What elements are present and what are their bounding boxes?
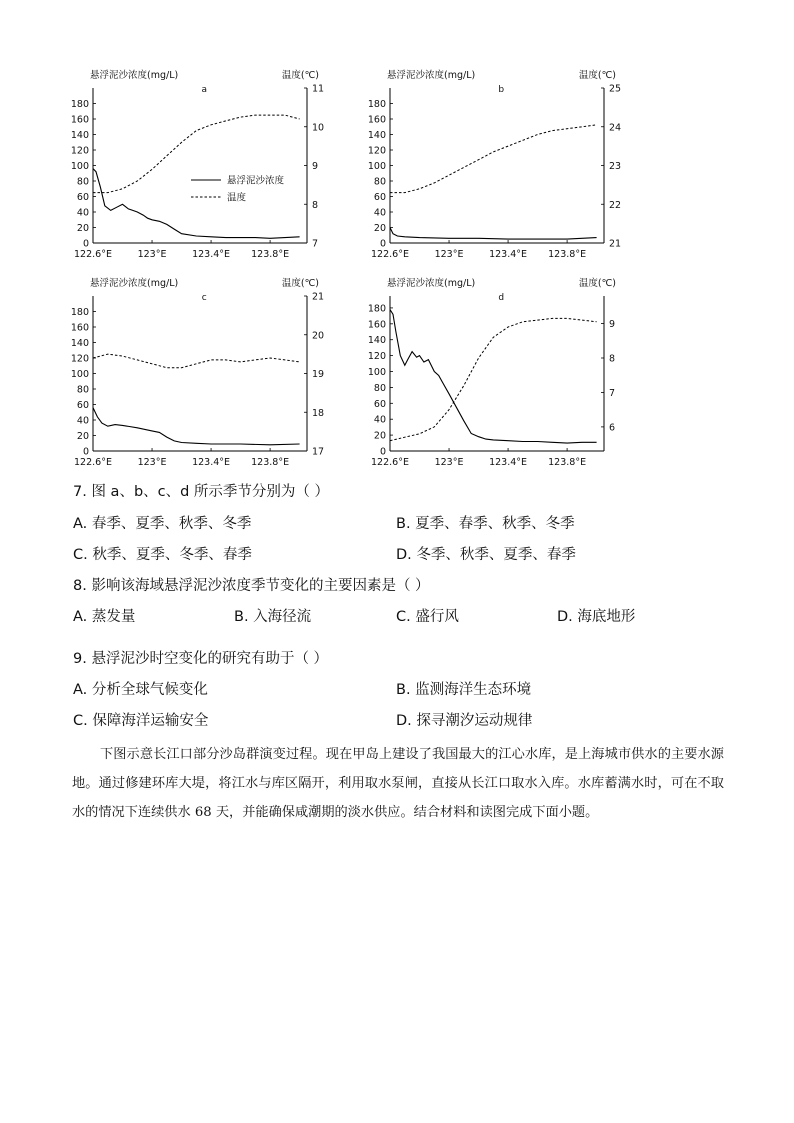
temperature-line [390, 318, 597, 440]
right-tick-label: 9 [312, 161, 319, 172]
left-tick-label: 160 [70, 114, 89, 126]
left-tick-label: 140 [70, 338, 89, 349]
left-tick-label: 60 [76, 400, 89, 411]
left-tick-label: 60 [373, 192, 386, 203]
x-tick-label: 122.6°E [74, 457, 112, 468]
left-axis-title: 悬浮泥沙浓度(mg/L) [387, 278, 476, 289]
right-tick-label: 19 [312, 369, 325, 380]
chart-a [0, 0, 794, 490]
right-tick-label: 6 [609, 422, 616, 434]
left-tick-label: 120 [367, 351, 386, 363]
right-tick-label: 7 [312, 238, 319, 250]
right-tick-label: 21 [609, 238, 622, 250]
x-tick-label: 122.6°E [371, 457, 409, 468]
temperature-line [93, 354, 300, 368]
right-axis-title: 温度(℃) [281, 70, 319, 81]
question-9-stem: 9. 悬浮泥沙时空变化的研究有助于（ ） [73, 651, 329, 667]
question-8-stem: 8. 影响该海域悬浮泥沙浓度季节变化的主要因素是（ ） [73, 578, 430, 594]
right-axis-title: 温度(℃) [578, 70, 616, 81]
left-tick-label: 0 [379, 446, 386, 458]
x-tick-label: 123.4°E [489, 249, 528, 260]
q8-option-c[interactable]: C. 盛行风 [396, 609, 459, 625]
right-tick-label: 10 [312, 122, 325, 134]
q7-option-c[interactable]: C. 秋季、夏季、冬季、春季 [73, 547, 252, 563]
right-tick-label: 9 [609, 319, 616, 331]
right-tick-label: 8 [609, 353, 616, 365]
left-axis-title: 悬浮泥沙浓度(mg/L) [90, 278, 179, 289]
q8-option-b[interactable]: B. 入海径流 [234, 609, 312, 625]
x-tick-label: 123.4°E [192, 457, 231, 468]
x-tick-label: 123°E [434, 249, 464, 260]
left-tick-label: 80 [76, 384, 89, 396]
panel-label: b [498, 85, 505, 95]
left-tick-label: 160 [367, 114, 386, 126]
left-axis-title: 悬浮泥沙浓度(mg/L) [387, 70, 476, 81]
question-7-stem: 7. 图 a、b、c、d 所示季节分别为（ ） [73, 484, 330, 500]
q7-option-d[interactable]: D. 冬季、秋季、夏季、春季 [396, 547, 576, 563]
q9-option-a[interactable]: A. 分析全球气候变化 [73, 682, 208, 698]
legend-dashed-label: 温度 [227, 192, 247, 204]
q9-option-c[interactable]: C. 保障海洋运输安全 [73, 713, 209, 729]
x-tick-label: 123.8°E [251, 249, 290, 260]
left-tick-label: 40 [76, 415, 89, 427]
right-tick-label: 22 [609, 199, 622, 211]
reading-passage: 下图示意长江口部分沙岛群演变过程。现在甲岛上建设了我国最大的江心水库，是上海城市供水的主要水源地。通过修建环库大堤，将江水与库区隔开，利用取水泵闸，直接从长江口取水入库。水库蓄满水时，可在不取水的情况下连续供水 68 天，并能确保咸潮期的淡水供应。结合材料和读图完成下面小题。 [72, 747, 724, 820]
right-axis-title: 温度(℃) [281, 278, 319, 289]
chart-panel-b [368, 69, 621, 260]
right-tick-label: 8 [312, 199, 319, 211]
left-tick-label: 120 [70, 145, 89, 157]
left-tick-label: 20 [76, 223, 89, 234]
left-tick-label: 80 [373, 176, 386, 188]
panel-label: a [201, 85, 208, 95]
right-tick-label: 20 [312, 330, 325, 342]
left-tick-label: 120 [70, 353, 89, 365]
x-tick-label: 123°E [137, 249, 167, 260]
left-tick-label: 60 [373, 398, 386, 410]
q8-option-d[interactable]: D. 海底地形 [557, 609, 636, 625]
q8-option-a[interactable]: A. 蒸发量 [73, 609, 136, 625]
right-tick-label: 18 [312, 407, 325, 419]
x-tick-label: 123.8°E [548, 249, 587, 260]
left-tick-label: 80 [76, 176, 89, 188]
left-tick-label: 60 [76, 192, 89, 203]
x-tick-label: 123°E [137, 457, 167, 468]
left-tick-label: 160 [70, 322, 89, 334]
sediment-line [390, 228, 597, 240]
left-tick-label: 180 [70, 307, 89, 318]
sediment-line [93, 408, 300, 445]
panel-label: d [498, 293, 505, 303]
x-tick-label: 123.4°E [489, 457, 528, 468]
right-tick-label: 7 [609, 387, 616, 399]
right-axis-title: 温度(℃) [578, 278, 616, 289]
left-tick-label: 20 [373, 430, 386, 442]
left-tick-label: 0 [379, 238, 386, 250]
x-tick-label: 123.4°E [192, 249, 231, 260]
panel-label: c [201, 293, 207, 303]
chart-panel-d [368, 277, 616, 468]
left-tick-label: 180 [367, 99, 386, 110]
x-tick-label: 123.8°E [251, 457, 290, 468]
left-tick-label: 100 [70, 161, 89, 172]
chart-panel-a [71, 69, 324, 260]
q9-option-d[interactable]: D. 探寻潮汐运动规律 [396, 713, 533, 729]
x-tick-label: 122.6°E [74, 249, 112, 260]
right-tick-label: 24 [609, 122, 622, 134]
q7-option-b[interactable]: B. 夏季、春季、秋季、冬季 [396, 516, 575, 532]
q9-option-b[interactable]: B. 监测海洋生态环境 [396, 682, 532, 698]
temperature-line [390, 125, 597, 193]
left-tick-label: 20 [76, 431, 89, 442]
legend-solid-label: 悬浮泥沙浓度 [227, 175, 285, 187]
left-tick-label: 140 [70, 130, 89, 141]
left-tick-label: 180 [367, 303, 386, 315]
chart-panel-c [71, 277, 324, 468]
right-tick-label: 25 [609, 83, 622, 95]
left-tick-label: 80 [373, 382, 386, 394]
x-tick-label: 122.6°E [371, 249, 409, 260]
right-tick-label: 21 [312, 291, 325, 303]
left-tick-label: 100 [367, 161, 386, 172]
left-tick-label: 40 [76, 207, 89, 219]
right-tick-label: 11 [312, 83, 325, 95]
left-tick-label: 40 [373, 207, 386, 219]
left-tick-label: 140 [367, 130, 386, 141]
left-tick-label: 0 [82, 238, 89, 250]
x-tick-label: 123°E [434, 457, 464, 468]
left-tick-label: 0 [82, 446, 89, 458]
left-tick-label: 100 [70, 369, 89, 380]
left-tick-label: 180 [70, 99, 89, 110]
left-axis-title: 悬浮泥沙浓度(mg/L) [90, 70, 179, 81]
right-tick-label: 17 [312, 446, 325, 458]
left-tick-label: 100 [367, 367, 386, 379]
left-tick-label: 140 [367, 335, 386, 347]
right-tick-label: 23 [609, 161, 622, 172]
left-tick-label: 20 [373, 223, 386, 234]
sediment-line [390, 310, 597, 444]
x-tick-label: 123.8°E [548, 457, 587, 468]
left-tick-label: 120 [367, 145, 386, 157]
left-tick-label: 40 [373, 414, 386, 426]
left-tick-label: 160 [367, 319, 386, 331]
q7-option-a[interactable]: A. 春季、夏季、秋季、冬季 [73, 516, 252, 532]
charts-svg [0, 0, 794, 490]
